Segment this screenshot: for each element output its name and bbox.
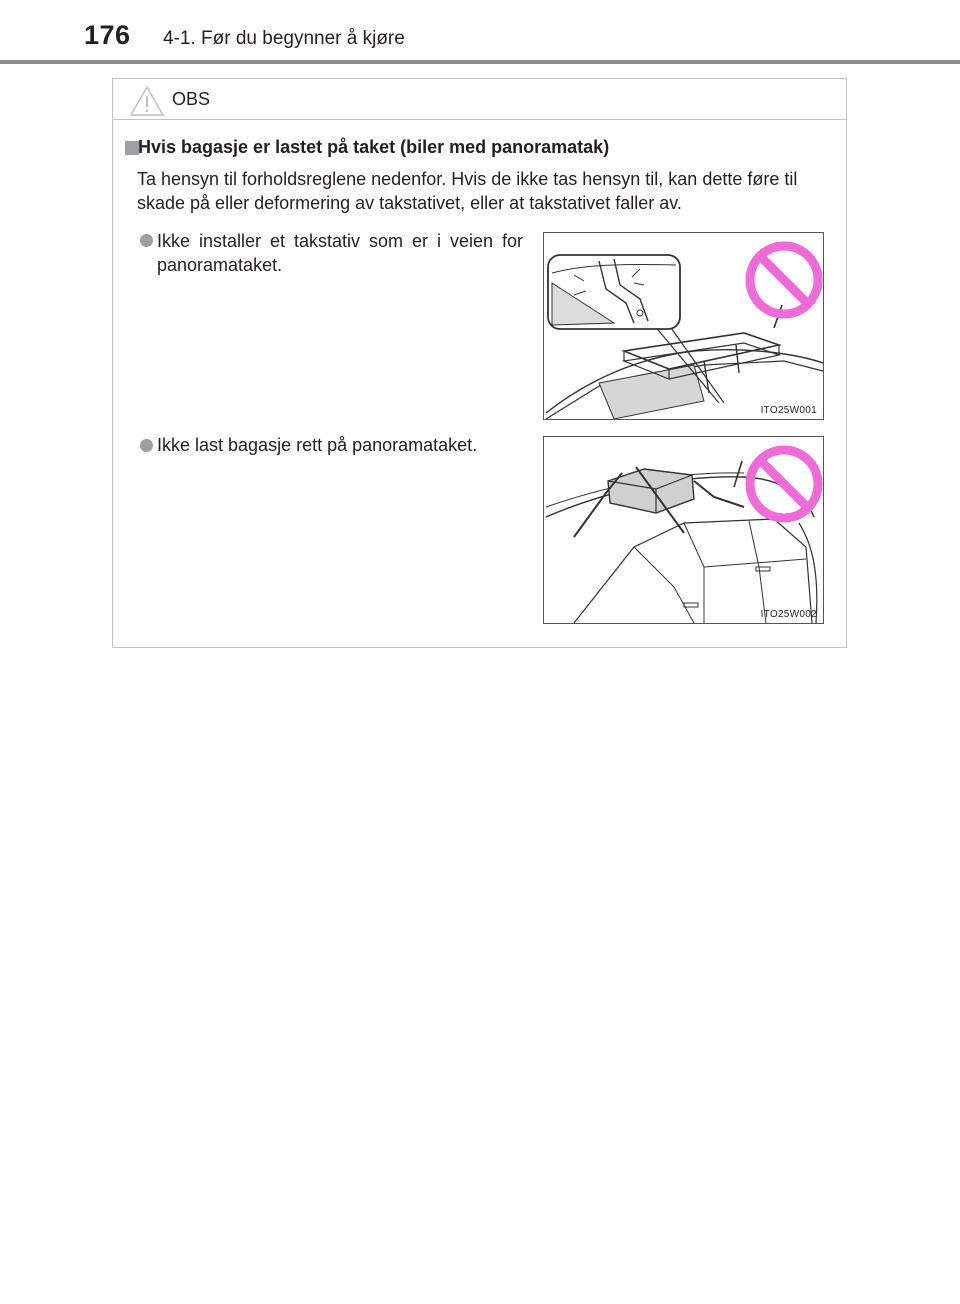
caution-subheading: Hvis bagasje er lastet på taket (biler med panoramatak) — [138, 137, 610, 157]
header-divider — [0, 60, 960, 64]
prohibited-icon — [750, 246, 818, 314]
roof-rack-illustration — [544, 233, 823, 419]
page-header — [0, 0, 960, 62]
section-title: 4-1. Før du begynner å kjøre — [163, 28, 405, 49]
figure-code-2: ITO25W002 — [760, 609, 817, 620]
figure-luggage-on-roof — [543, 436, 824, 624]
page-number: 176 — [84, 20, 131, 50]
square-bullet-icon — [125, 141, 139, 155]
item-text-1: Ikke installer et takstativ som er i veien for panoramataket. — [157, 231, 523, 275]
caution-body: Ta hensyn til forholdsreglene nedenfor. Hvis de ikke tas hensyn til, kan dette føre til skade på eller deformering av takstativet, eller at takstativet faller av. — [137, 169, 798, 213]
warning-triangle-icon — [129, 85, 165, 117]
caution-label: OBS — [172, 89, 211, 109]
round-bullet-icon — [140, 439, 153, 452]
caution-header — [113, 79, 846, 120]
figure-roof-rack — [543, 232, 824, 420]
luggage-on-roof-illustration — [544, 437, 823, 623]
figure-code-1: ITO25W001 — [760, 405, 817, 416]
item-text-2: Ikke last bagasje rett på panoramataket. — [157, 435, 478, 455]
round-bullet-icon — [140, 234, 153, 247]
prohibited-icon — [750, 450, 818, 518]
caution-box — [112, 78, 847, 648]
